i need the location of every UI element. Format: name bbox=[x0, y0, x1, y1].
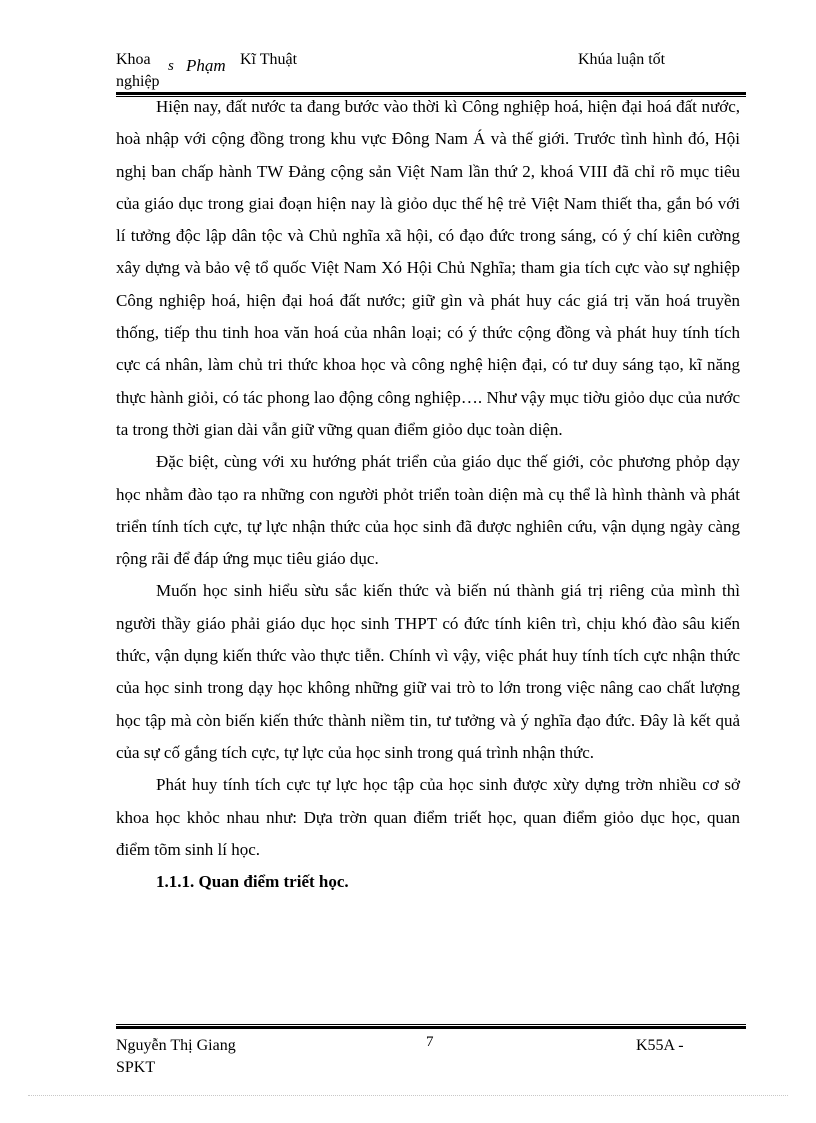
page-body bbox=[116, 91, 740, 898]
footer-class: K55A - bbox=[636, 1037, 684, 1054]
footer-divider bbox=[116, 1024, 746, 1029]
body-paragraph-1: Hiện nay, đất nước ta đang bước vào thời kì Công nghiệp hoá, hiện đại hoá đất nước, hoà nhập với cộng đồng trong khu vực Đông Nam Á và thế giới. Trước tình hình đó, Hội nghị ban chấp hành TW Đảng cộng sản Việt Nam lần thứ 2, khoá VIII đã chỉ rõ mục tiêu của giáo dục trong giai đoạn hiện nay là giỏo dục thế hệ trẻ Việt Nam thiết tha, gắn bó với lí tưởng độc lập dân tộc và Chủ nghĩa xã hội, có đạo đức trong sáng, có ý chí kiên cường xây dựng và bảo vệ tổ quốc Việt Nam Xó Hội Chủ Nghĩa; tham gia tích cực vào sự nghiệp Công nghiệp hoá, hiện đại hoá đất nước; giữ gìn và phát huy các giá trị văn hoá truyền thống, tiếp thu tinh hoa văn hoá của nhân loại; có ý thức cộng đồng và phát huy tính tích cực cá nhân, làm chủ tri thức khoa học và công nghệ hiện đại, có tư duy sáng tạo, kĩ năng thực hành giỏi, có tác phong lao động công nghiệp…. Như vậy mục tiờu giỏo dục của nước ta trong thời gian dài vẫn giữ vững quan điểm giỏo dục toàn diện. bbox=[116, 97, 740, 439]
page-edge-marker bbox=[28, 1095, 788, 1096]
page-header bbox=[116, 50, 746, 94]
body-paragraph-2: Đặc biệt, cùng với xu hướng phát triển của giáo dục thế giới, cỏc phương phỏp dạy học nhằm đào tạo ra những con người phỏt triển toàn diện mà cụ thể là hình thành và phát triển tính tích cực, tự lực nhận thức của học sinh đã được nghiên cứu, vận dụng ngày càng rộng rãi để đáp ứng mục tiêu giáo dục. bbox=[116, 452, 740, 569]
header-thesis-label: Khúa luận tốt bbox=[578, 51, 666, 68]
footer-major: SPKT bbox=[116, 1059, 156, 1076]
header-script-pham: Phạm bbox=[186, 56, 226, 75]
header-faculty-label-cont: nghiệp bbox=[116, 73, 160, 90]
header-faculty-label: Khoa bbox=[116, 51, 151, 68]
body-paragraph-3: Muốn học sinh hiểu sừu sắc kiến thức và biến nú thành giá trị riêng của mình thì người thầy giáo phải giáo dục học sinh THPT có đức tính kiên trì, chịu khó đào sâu kiến thức, vận dụng kiến thức vào thực tiễn. Chính vì vậy, việc phát huy tính tích cực nhận thức của học sinh trong dạy học không những giữ vai trò to lớn trong việc nâng cao chất lượng học tập mà còn biến kiến thức thành niềm tin, tư tưởng và ý nghĩa đạo đức. Đây là kết quả của sự cố gắng tích cực, tự lực của học sinh trong quá trình nhận thức. bbox=[116, 581, 740, 762]
page-number: 7 bbox=[426, 1034, 434, 1050]
header-script-s: s bbox=[168, 58, 175, 74]
section-heading: 1.1.1. Quan điểm triết học. bbox=[156, 872, 349, 892]
body-paragraph-4: Phát huy tính tích cực tự lực học tập của học sinh được xừy dựng trờn nhiều cơ sở khoa học khỏc nhau như: Dựa trờn quan điểm triết học, quan điểm giỏo dục học, quan điểm tõm sinh lí học. bbox=[116, 775, 740, 859]
header-department: Kĩ Thuật bbox=[240, 51, 298, 68]
footer-author: Nguyễn Thị Giang bbox=[116, 1037, 236, 1054]
